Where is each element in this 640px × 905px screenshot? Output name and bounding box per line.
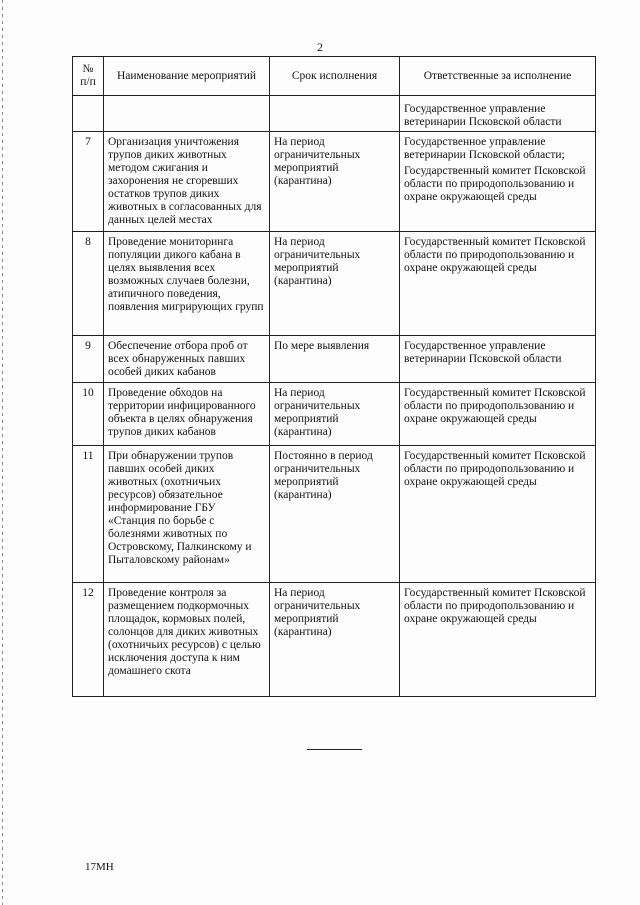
row-number: 7	[73, 132, 104, 232]
table-row	[73, 132, 596, 232]
responsible-line: Государственный комитет Псковской области по природопользованию и охране окружающей среды	[404, 587, 586, 625]
event-name: Организация уничтожения трупов диких животных методом сжигания и захоронения не сгоревших остатков трупов диких животных в согласованных для данных целей местах	[104, 132, 270, 232]
event-name: При обнаружении трупов павших особей диких животных (охотничьих ресурсов) обязательное информирование ГБУ «Станция по борьбе с болезнями животных по Островскому, Палкинскому и Пыталовскому районам»	[104, 446, 270, 583]
event-term: Постоянно в период ограничительных мероприятий (карантина)	[270, 446, 400, 583]
table-row	[73, 383, 596, 446]
table-row	[73, 232, 596, 336]
event-name	[104, 96, 270, 132]
responsible-line: Государственный комитет Псковской области по природопользованию и охране окружающей среды	[404, 165, 586, 203]
responsible-line: Государственное управление ветеринарии Псковской области	[404, 340, 562, 365]
table-row	[73, 583, 596, 697]
event-responsible	[400, 383, 596, 446]
header-name: Наименование мероприятий	[104, 57, 270, 96]
event-term	[270, 96, 400, 132]
event-name: Проведение контроля за размещением подкормочных площадок, кормовых полей, солонцов для диких животных (охотничьих ресурсов) с целью исключения доступа к ним домашнего скота	[104, 583, 270, 697]
table-row	[73, 336, 596, 383]
event-responsible	[400, 132, 596, 232]
responsible-line: Государственный комитет Псковской области по природопользованию и охране окружающей среды	[404, 387, 586, 425]
event-name: Проведение обходов на территории инфицированного объекта в целях обнаружения трупов диких кабанов	[104, 383, 270, 446]
event-term: На период ограничительных мероприятий (карантина)	[270, 583, 400, 697]
header-num: № п/п	[73, 57, 104, 96]
row-number	[73, 96, 104, 132]
events-table	[72, 56, 596, 697]
event-responsible	[400, 583, 596, 697]
event-responsible	[400, 446, 596, 583]
table-row	[73, 446, 596, 583]
event-term: На период ограничительных мероприятий (карантина)	[270, 232, 400, 336]
footer-code: 17МН	[85, 861, 114, 873]
responsible-line: Государственное управление ветеринарии Псковской области	[404, 103, 562, 128]
row-number: 11	[73, 446, 104, 583]
row-number: 9	[73, 336, 104, 383]
event-responsible	[400, 336, 596, 383]
responsible-line: Государственное управление ветеринарии Псковской области;	[404, 136, 565, 161]
row-number: 8	[73, 232, 104, 336]
event-responsible	[400, 232, 596, 336]
row-number: 12	[73, 583, 104, 697]
event-responsible	[400, 96, 596, 132]
scan-edge	[2, 0, 3, 905]
row-number: 10	[73, 383, 104, 446]
event-term: По мере выявления	[270, 336, 400, 383]
header-responsible: Ответственные за исполнение	[400, 57, 596, 96]
event-term: На период ограничительных мероприятий (карантина)	[270, 383, 400, 446]
end-rule	[307, 749, 362, 750]
event-term: На период ограничительных мероприятий (карантина)	[270, 132, 400, 232]
page-number: 2	[317, 40, 323, 54]
responsible-line: Государственный комитет Псковской области по природопользованию и охране окружающей среды	[404, 450, 586, 488]
event-name: Обеспечение отбора проб от всех обнаруженных павших особей диких кабанов	[104, 336, 270, 383]
event-name: Проведение мониторинга популяции дикого кабана в целях выявления всех возможных случаев болезни, атипичного поведения, появления мигрирующих групп	[104, 232, 270, 336]
header-term: Срок исполнения	[270, 57, 400, 96]
table-row	[73, 96, 596, 132]
responsible-line: Государственный комитет Псковской области по природопользованию и охране окружающей среды	[404, 236, 586, 274]
table-header-row	[73, 57, 596, 96]
